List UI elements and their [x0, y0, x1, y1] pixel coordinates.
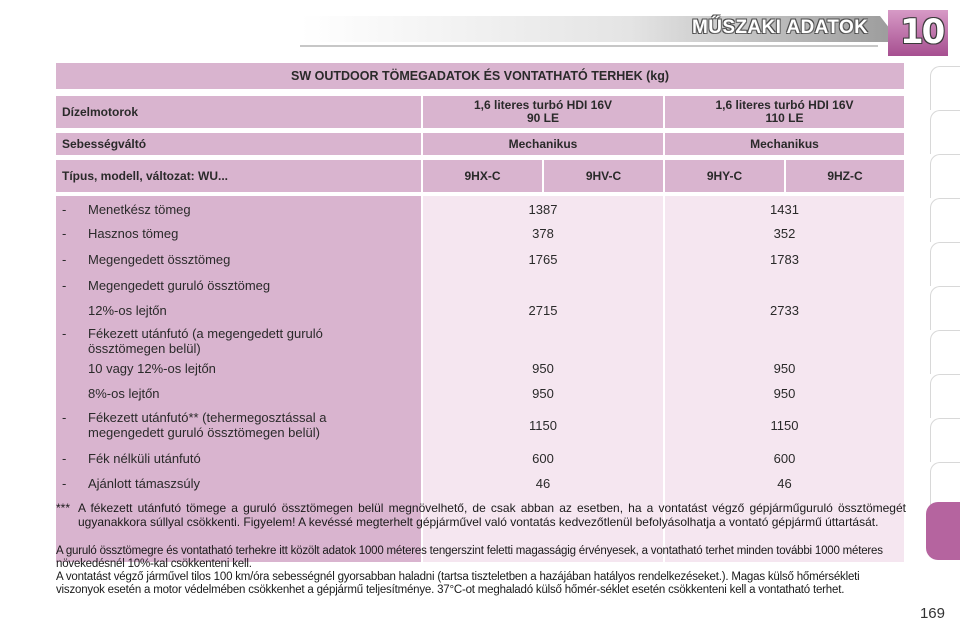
chapter-number-badge: 10	[900, 12, 944, 52]
footnote-text: A fékezett utánfutó tömege a guruló össztömegen belül megnövelhető, de csak abban az esetben, ha a vontatást végző gépjárműguruló össztömegét ugyanakkora súllyal csökkenti. Figyelem! A kevéssé megterhelt gépjárművel való vontatás kedvezőtlenül befolyásolhatja a vontató gépjármű úttartását.	[78, 501, 906, 529]
row-labels-column: - Menetkész tömeg - Hasznos tömeg - Megengedett össztömeg - Megengedett guruló össztömeg 12%-os lejtőn - Fékezett utánfutó (a megengedett guruló össztömegen belül) 10 vagy 12%-os lejtőn 8%-os lejtőn - Fékezett utánfutó** (tehermegosztással a megengedett guruló össztömegen belül) - Fék nélküli utánfutó - Ajánlott támaszsúly	[56, 196, 421, 562]
chapter-tab[interactable]	[930, 418, 960, 462]
chapter-title: MŰSZAKI ADATOK	[692, 17, 869, 38]
engine-header	[423, 96, 665, 128]
value-cell: 950	[773, 361, 796, 376]
type-code: 9HZ-C	[786, 160, 904, 192]
chapter-tabs	[926, 66, 960, 566]
type-code: 9HV-C	[544, 160, 665, 192]
type-row	[56, 160, 904, 192]
value-cell: 600	[773, 451, 796, 466]
value-cell: 378	[532, 226, 554, 241]
value-cell: 2733	[770, 303, 799, 318]
value-cell: 352	[773, 226, 796, 241]
engine-power: 90 LE	[526, 111, 559, 125]
type-code: 9HX-C	[423, 160, 544, 192]
chapter-tab[interactable]	[930, 242, 960, 286]
chapter-tab[interactable]	[930, 462, 960, 506]
gearbox-value: Mechanikus	[665, 133, 904, 155]
engine-row	[56, 96, 904, 128]
engine-power: 110 LE	[765, 111, 804, 125]
type-label: Típus, modell, változat: WU...	[56, 160, 423, 192]
engine-label: Dízelmotorok	[56, 96, 423, 128]
engine-name: 1,6 literes turbó HDI 16V	[715, 98, 854, 112]
value-cell: 1431	[770, 202, 799, 217]
chapter-tab[interactable]	[930, 286, 960, 330]
chapter-tab[interactable]	[930, 110, 960, 154]
value-cell: 1150	[529, 418, 557, 433]
chapter-tab[interactable]	[930, 198, 960, 242]
gearbox-row	[56, 133, 904, 155]
value-cell: 950	[773, 386, 796, 401]
chapter-tab[interactable]	[930, 374, 960, 418]
value-cell: 950	[532, 361, 554, 376]
page-number: 169	[919, 605, 945, 622]
chapter-tab[interactable]	[930, 66, 960, 110]
general-notes	[56, 545, 906, 597]
value-cell: 600	[532, 451, 554, 466]
footnote-marker: ***	[56, 501, 71, 515]
chapter-header	[0, 0, 960, 62]
chapter-tab[interactable]	[930, 154, 960, 198]
altitude-note: A guruló össztömegre és vontatható terhekre itt közölt adatok 1000 méteres tengerszint feletti magasságig érvényesek, a vontatható terhet minden további 1000 méteres növekedésnél 10%-kal csökkenteni kell.	[56, 545, 883, 570]
value-cell: 1783	[770, 252, 799, 267]
value-cell: 46	[777, 476, 792, 491]
gearbox-label: Sebességváltó	[56, 133, 423, 155]
chapter-tab[interactable]	[930, 330, 960, 374]
value-cell: 2715	[528, 303, 558, 318]
value-cell: 1150	[770, 418, 799, 433]
value-cell: 1387	[528, 202, 558, 217]
towing-speed-note: A vontatást végző járművel tilos 100 km/óra sebességnél gyorsabban haladni (tartsa tiszteletben a hazájában hatályos rendelkezéseket.). Magas külső hőmérsékleti viszonyok esetén a motor védelmében csökkenhet a gépjármű teljesítménye. 37°C-ot meghaladó külső hőmér-séklet esetén csökkenteni kell a vontatható terhet.	[56, 571, 860, 596]
value-cell: 46	[535, 476, 551, 491]
value-cell: 950	[532, 386, 554, 401]
table-title: SW OUTDOOR TÖMEGADATOK ÉS VONTATHATÓ TERHEK (kg)	[56, 63, 904, 89]
value-cell: 1765	[528, 252, 558, 267]
table-title-row	[56, 63, 904, 89]
engine-header	[665, 96, 904, 128]
type-code: 9HY-C	[665, 160, 786, 192]
chapter-tab-active[interactable]	[926, 502, 960, 560]
gearbox-value: Mechanikus	[423, 133, 665, 155]
footnote-trailer	[56, 502, 906, 529]
engine-name: 1,6 literes turbó HDI 16V	[473, 98, 613, 112]
